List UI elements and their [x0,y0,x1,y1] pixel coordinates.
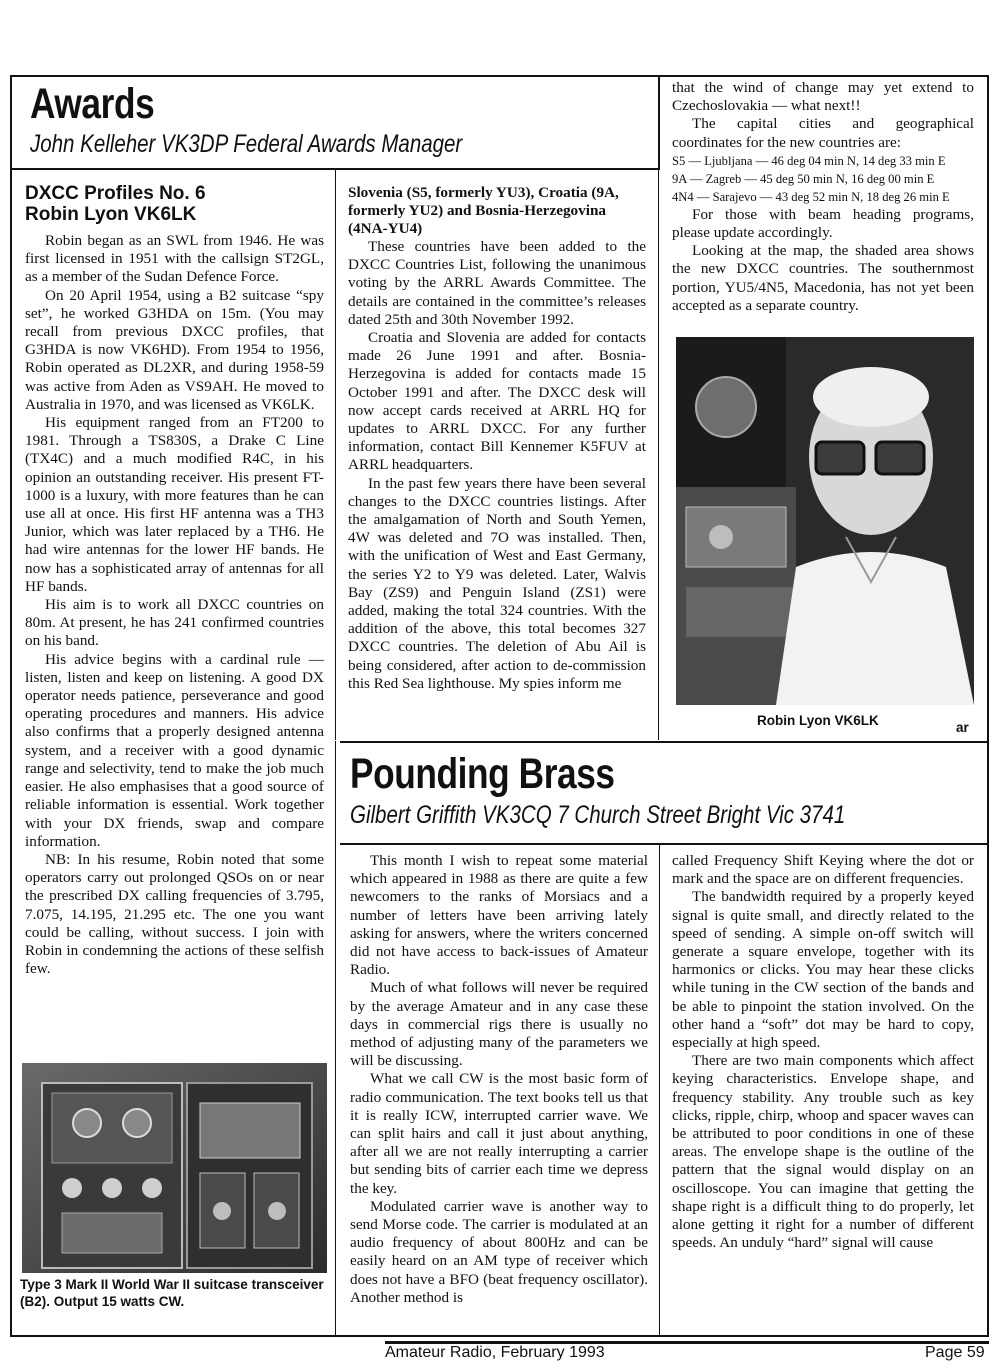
pounding-brass-header-rule [340,843,989,845]
pounding-brass-top-rule [340,741,989,743]
end-mark: ar [956,720,969,735]
paragraph: called Frequency Shift Keying where the dot or mark and the space are on different frequencies. [672,852,974,888]
pounding-brass-title: Pounding Brass [350,750,615,798]
paragraph: Modulated carrier wave is another way to send Morse code. The carrier is modulated at an audio frequency of about 800Hz and can be easily heard on an AM type of receiver which does not have a BFO (beat frequency oscillator). Another method is [350,1197,648,1306]
dxcc-profile-body [25,232,324,978]
capital-coordinate: 9A — Zagreb — 45 deg 50 min N, 16 deg 00 min E [672,171,935,186]
paragraph: Looking at the map, the shaded area shows the new DXCC countries. The southernmost portion, YU5/4N5, Macedonia, has not yet been accepted as a separate country. [672,242,974,314]
paragraph: Robin began as an SWL from 1946. He was first licensed in 1951 with the callsign ST2GL, as a member of the Sudan Defence Force. [25,232,324,286]
paragraph: In the past few years there have been several changes to the DXCC countries listings. After the amalgamation of North and South Yemen, 4W was deleted and 7O was installed. Then, with the unification of West and East Germany, the series Y2 to Y9 was deleted. Later, Walvis Bay (ZS9) and Penguin Island (ZS1) were added, making the total 324 countries. With the addition of the above, this total becomes 327 DXCC countries. The deletion of Abu Ail is being considered, after action to de-commission this Red Sea lighthouse. My spies inform me [348,474,646,692]
capital-coordinate: S5 — Ljubljana — 46 deg 04 min N, 14 deg 33 min E [672,153,946,168]
new-countries-body [348,238,646,693]
paragraph: The capital cities and geographical coordinates for the new countries are: [672,115,974,151]
column-divider-4 [659,845,660,1335]
paragraph: His equipment ranged from an FT200 to 1981. Through a TS830S, a Drake C Line (TX4C) and a much modified R4C, in his opinion an outstanding receiver. His present FT-1000 is a luxury, with more features than he can use all at once. His first HF antenna was a TH3 Junior, which was later replaced by a TH6. He had wire antennas for the lower HF bands. He now has a sophisticated array of antennas for all HF bands. [25,414,324,595]
frame-left-rule [10,75,12,1337]
pounding-brass-subtitle: Gilbert Griffith VK3CQ 7 Church Street Bright Vic 3741 [350,801,846,829]
paragraph: NB: In his resume, Robin noted that some operators carry out prolonged QSOs on or near the prescribed DX calling frequencies of 3.795, 7.075, 14.195, 21.295 etc. The one you want could be calling, without success. I join with Robin in condemning the actions of these selfish few. [25,850,324,978]
column-divider-2b [658,170,659,740]
frame-top-rule [10,75,989,77]
pounding-brass-col1-body [350,852,648,1307]
paragraph: This month I wish to repeat some material which appeared in 1988 as there are quite a few newcomers to the ranks of Morsiacs and a number of letters have been arriving lately asking for answers, where the writers concerned did not have access to back-issues of Amateur Radio. [350,852,648,979]
new-countries-continued [672,79,974,152]
transceiver-photo-caption: Type 3 Mark II World War II suitcase transceiver (B2). Output 15 watts CW. [20,1277,324,1309]
dxcc-profile-heading-line1: DXCC Profiles No. 6 [25,183,206,204]
paragraph: His advice begins with a cardinal rule — listen, listen and keep on listening. A good DX operator needs patience, perseverance and good operating procedures and manners. His advice also confirms that a properly designed antenna system, and a receiver with a good dynamic range and selectivity, tend to make the job much easier. He also emphasises that a good source of reliable information is essential. Work together with your DX friends, swap and compare information. [25,650,324,850]
capital-coordinate: 4N4 — Sarajevo — 43 deg 52 min N, 18 deg 26 min E [672,189,950,204]
column-divider-1 [335,170,336,740]
new-countries-heading: Slovenia (S5, formerly YU3), Croatia (9A, formerly YU2) and Bosnia-Herzegovina (4NA-YU4) [348,184,619,237]
paragraph: These countries have been added to the DXCC Countries List, following the unanimous voting by the ARRL Awards Committee. The details are contained in the committee’s releases dated 25th and 30th November 1992. [348,238,646,328]
paragraph: Croatia and Slovenia are added for contacts made 26 June 1991 and after. Bosnia-Herzegovina is added for contacts made 15 October 1991 and after. The DXCC desk will now accept cards received at ARRL HQ for updates to ARRL DXCC. For any further information, contact Bill Kennemer K5FUV at ARRL headquarters. [348,329,646,474]
frame-right-rule [987,75,989,1337]
paragraph: Much of what follows will never be required by the average Amateur and in any case these days in commercial rigs there is usually no method of adjusting many of the parameters we will be discussing. [350,979,648,1070]
awards-header-rule [10,168,658,170]
paragraph: that the wind of change may yet extend to Czechoslovakia — what next!! [672,79,974,115]
awards-subtitle: John Kelleher VK3DP Federal Awards Manager [30,130,463,158]
footer-page-number: Page 59 [925,1344,985,1361]
suitcase-transceiver-image [22,1063,327,1273]
transceiver-photo [22,1063,327,1273]
new-countries-after [672,206,974,315]
robin-lyon-photo [676,337,974,705]
paragraph: What we call CW is the most basic form of radio communication. The text books tell us that it is really ICW, interrupted carrier wave. We can split hairs and call it just about anything, after all we are not really interrupting a carrier but sending bits of carrier each time we depress the key. [350,1070,648,1197]
dxcc-profile-column [25,183,324,978]
pounding-brass-column-2 [672,852,974,1252]
footer-publication: Amateur Radio, February 1993 [385,1344,605,1361]
pounding-brass-col2-body [672,852,974,1252]
frame-bottom-rule [10,1335,989,1337]
robin-lyon-photo-caption: Robin Lyon VK6LK [757,713,879,728]
column-divider-3 [335,741,336,1335]
pounding-brass-column-1 [350,852,648,1307]
paragraph: The bandwidth required by a properly keyed signal is quite small, and directly related to the speed of sending. A simple on-off switch will generate a square envelope, together with its harmonics or clicks. You may hear these clicks while tuning in the CW section of the bands and be able to pinpoint the station involved. On the other hand a “soft” dot may be hard to copy, especially at high speed. [672,888,974,1052]
awards-title: Awards [30,80,155,128]
robin-lyon-portrait-image [676,337,974,705]
new-countries-column [348,184,646,693]
paragraph: For those with beam heading programs, please update accordingly. [672,205,974,242]
dxcc-profile-heading-line2: Robin Lyon VK6LK [25,204,197,225]
column-divider-2 [658,75,660,170]
new-countries-continued-column [672,79,974,315]
paragraph: There are two main components which affect keying characteristics. Envelope shape, and frequency stability. Any trouble such as key clicks, ripple, chirp, whoop and spacer waves can be attributed to poor conditions in one of these areas. The envelope shape is the outline of the pattern that the signal would display on an oscilloscope. You can imagine that getting the shape right is a difficult thing to do properly, let alone getting it right for a number of different speeds. An unduly “hard” signal will cause [672,1052,974,1252]
paragraph: His aim is to work all DXCC countries on 80m. At present, he has 241 confirmed countries on his band. [25,596,324,650]
paragraph: On 20 April 1954, using a B2 suitcase “spy set”, he worked G3HDA on 15m. (You may recall from previous DXCC profiles, that G3HDA is now VK6HD). From 1954 to 1956, Robin operated as DL2XR, and during 1958-59 was active from Aden as VS9AH. He moved to Australia in 1970, and was licensed as VK6LK. [25,286,324,413]
